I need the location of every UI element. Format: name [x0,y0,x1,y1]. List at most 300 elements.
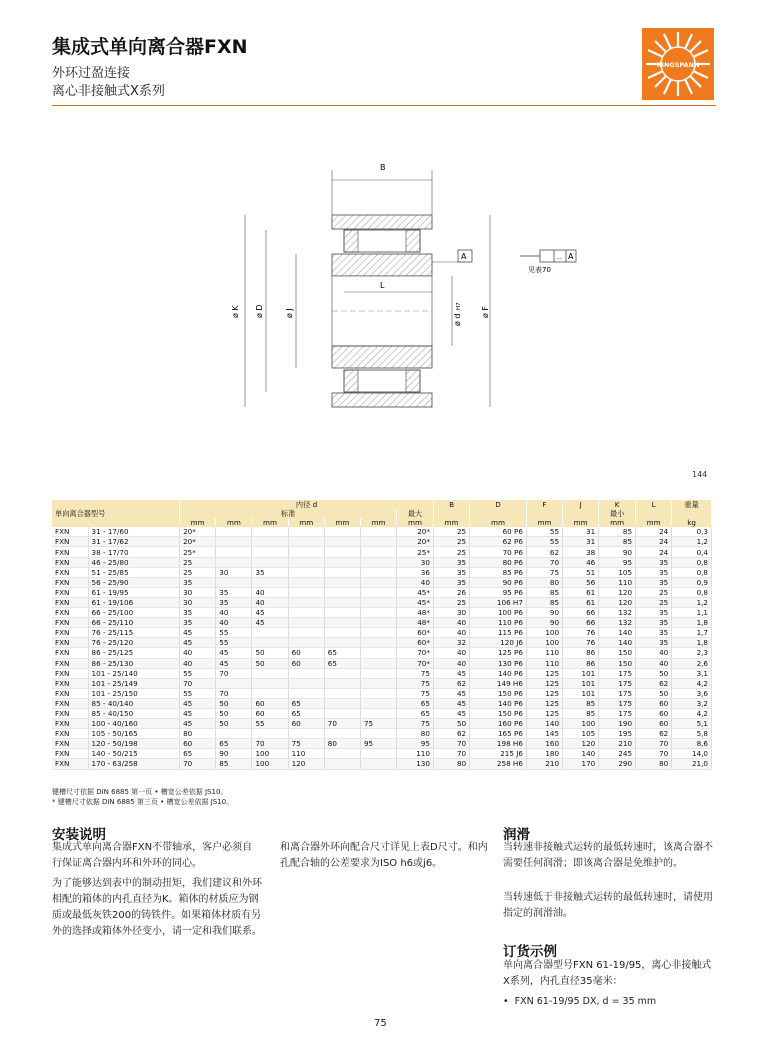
table-cell: 45* [397,587,434,597]
install-para-1: 集成式单向离合器FXN不带轴承，客户必须自行保证离合器内环和外环的同心。 [52,842,253,869]
table-cell: 60 [636,698,672,708]
table-cell: 140 [526,719,562,729]
table-cell: 65 [288,698,324,708]
table-cell: 65 [397,708,434,718]
hdr-type: 单向离合器型号 [52,500,180,527]
table-cell [360,658,396,668]
table-cell: 35 [252,567,288,577]
table-cell [360,608,396,618]
table-cell [288,587,324,597]
dim-bore-tolerance: H7 [456,302,462,310]
table-cell: 55 [180,688,216,698]
table-cell: 125 P6 [470,648,527,658]
table-cell: 290 [599,759,636,769]
table-cell: 120 J6 [470,638,527,648]
table-cell: 130 P6 [470,658,527,668]
table-cell [324,628,360,638]
table-cell: 85 [563,708,599,718]
table-cell: 50 [216,719,252,729]
hdr-standard: 标准 [180,509,397,518]
order-bullet: • FXN 61-19/95 DX, d = 35 mm [503,996,657,1007]
table-cell: 0,3 [672,527,712,537]
table-cell: 105 [563,729,599,739]
datum-a-label: A [461,252,467,261]
table-cell: 75 [397,668,434,678]
table-cell: FXN [52,628,88,638]
table-cell [360,678,396,688]
table-row [52,597,712,607]
table-cell: FXN [52,577,88,587]
table-row [52,628,712,638]
table-cell: 95 [360,739,396,749]
table-row [52,527,712,537]
table-cell [252,678,288,688]
table-cell: 50 [636,668,672,678]
table-cell: 30 [397,557,434,567]
table-cell: 50 [433,719,469,729]
table-cell: 95 P6 [470,587,527,597]
table-cell: FXN [52,708,88,718]
table-cell: 258 H6 [470,759,527,769]
hdr-d: D [470,500,527,509]
table-cell [324,698,360,708]
table-cell [288,628,324,638]
table-cell: 140 [563,749,599,759]
table-cell: 30 [180,587,216,597]
table-cell [324,597,360,607]
table-cell: 85 [216,759,252,769]
table-cell [252,729,288,739]
table-cell [324,537,360,547]
table-cell [252,577,288,587]
table-cell: 0,9 [672,577,712,587]
table-cell: 40 [636,658,672,668]
table-cell: 75 [397,688,434,698]
table-cell: FXN [52,587,88,597]
table-cell: 160 [526,739,562,749]
table-notes [52,787,233,807]
table-cell: 51 [563,567,599,577]
table-cell [360,577,396,587]
table-cell: 125 [526,688,562,698]
table-cell: 140 P6 [470,668,527,678]
table-cell: 90 P6 [470,577,527,587]
table-cell: 140 P6 [470,698,527,708]
dim-d-label: ø D [255,304,264,318]
dim-k-label: ø K [231,305,240,318]
table-cell: 76 - 25/115 [88,628,180,638]
table-cell [324,678,360,688]
table-cell: 61 [563,587,599,597]
table-cell [324,668,360,678]
table-cell [360,537,396,547]
table-cell: 101 - 25/149 [88,678,180,688]
table-cell: 35 [433,567,469,577]
table-cell: 110 P6 [470,618,527,628]
table-cell [324,577,360,587]
table-cell: 2,3 [672,648,712,658]
table-cell: 120 [288,759,324,769]
table-cell: 60 [288,658,324,668]
table-cell: 86 - 25/125 [88,648,180,658]
table-cell: 85 [526,587,562,597]
table-cell: 35 [636,628,672,638]
table-cell: 60 [636,708,672,718]
table-cell: 130 [397,759,434,769]
table-cell: 170 [563,759,599,769]
table-cell: 62 [433,678,469,688]
table-cell: 75 [526,567,562,577]
table-cell: FXN [52,537,88,547]
table-cell: FXN [52,547,88,557]
table-cell: 80 [180,729,216,739]
table-cell: 65 [216,739,252,749]
table-cell: 40 [636,648,672,658]
table-cell: 85 P6 [470,567,527,577]
table-cell: 66 [563,608,599,618]
table-cell [360,567,396,577]
table-row [52,658,712,668]
table-cell: 195 [599,729,636,739]
spec-table: 单向离合器型号 内径 d B D F J K L 重量 标准 最大 最小 mm mm mm mm mm mm mm mm mm mm mm mm mm kg FXN 31 - 17/60 20* 20* 25 60 P6 55 31 85 24 0,3 FXN 31 - 17/62 20* 20* 25 62 P6 55 31 85 24 1,2 FXN 38 - 17/70 25* 25* 25 70 P6 62 38 90 24 0,4 FXN 46 - 25/80 25 30 35 80 P6 70 46 95 35 0,8 FXN 51 - 25/85 25 30 35 36 35 85 P6 75 51 105 35 0,8 FXN 56 - 25/90 35 40 35 90 P6 80 56 110 35 0,9 FXN 61 - 19/95 30 35 40 45* 26 95 P6 85 61 120 25 0,8 FXN 61 - 19/106 30 35 40 45* 25 106 H7 85 61 120 25 1,2 FXN 66 - 25/100 35 40 45 48* 30 100 P6 90 66 132 35 1,1 FXN 66 - 25/110 35 40 45 48* 40 110 P6 90 66 132 35 1,8 FXN 76 - 25/115 45 55 60* 40 115 P6 100 76 140 35 1,7 FXN 76 - 25/120 45 55 60* 32 120 J6 100 76 140 35 1,8 FXN 86 - 25/125 40 45 50 60 65 70* 40 125 P6 110 86 150 40 2,3 FXN 86 - 25/130 40 45 50 60 65 70* 40 130 P6 110 86 150 40 2,6 FXN 101 - 25/140 55 70 75 45 140 P6 125 101 175 50 3,1 FXN 101 - 25/149 70 75 62 149 H6 125 101 175 62 4,2 FXN 101 - 25/150 55 70 75 45 150 P6 125 101 175 50 3,6 FXN 85 - 40/140 45 50 60 65 65 45 140 P6 125 85 175 60 3,2 FXN 85 - 40/150 45 50 60 65 65 45 150 P6 125 85 175 60 4,2 FXN 100 - 40/160 45 50 55 60 70 75 75 50 160 P6 140 100 190 60 5,1 FXN 105 - 50/165 80 80 62 165 P6 145 105 195 62 5,8 FXN 120 - 50/198 60 65 70 75 80 95 95 70 198 H6 160 120 210 70 8,6 FXN 140 - 50/215 65 90 100 110 110 70 215 J6 180 140 245 70 14,0 FXN 170 - 63/258 70 85 100 120 130 80 258 H6 210 170 290 80 21,0 [52,500,712,770]
table-cell: 0,8 [672,557,712,567]
table-cell: 70 [180,678,216,688]
table-cell: 85 [563,698,599,708]
table-cell: 61 - 19/106 [88,597,180,607]
table-cell: 95 [397,739,434,749]
runout-dots: ... [556,254,562,261]
table-cell: 76 [563,628,599,638]
table-cell: FXN [52,678,88,688]
table-cell: 40 [252,597,288,607]
table-cell [252,547,288,557]
table-cell: 56 [563,577,599,587]
table-cell: 45 [180,638,216,648]
table-cell [288,577,324,587]
table-cell: 4,2 [672,708,712,718]
table-cell: 50 [252,648,288,658]
table-cell: 80 [526,577,562,587]
table-cell [216,547,252,557]
table-cell: 120 [563,739,599,749]
table-cell [288,638,324,648]
table-cell [360,597,396,607]
table-cell [324,547,360,557]
table-cell: 190 [599,719,636,729]
table-cell: 21,0 [672,759,712,769]
table-cell: 150 [599,658,636,668]
table-cell [252,557,288,567]
table-cell: 35 [636,638,672,648]
table-cell: 38 - 17/70 [88,547,180,557]
table-cell [324,567,360,577]
table-cell [216,678,252,688]
table-cell: 86 [563,658,599,668]
table-cell [324,749,360,759]
table-cell: 65 [288,708,324,718]
table-cell: 35 [180,577,216,587]
table-cell: 3,6 [672,688,712,698]
table-cell: 85 - 40/150 [88,708,180,718]
table-cell: 35 [636,618,672,628]
table-cell: 120 [599,587,636,597]
hdr-j: J [563,500,599,509]
table-cell: 150 P6 [470,688,527,698]
table-cell [360,759,396,769]
table-cell: 76 - 25/120 [88,638,180,648]
table-cell: 149 H6 [470,678,527,688]
table-cell: 51 - 25/85 [88,567,180,577]
table-row [52,587,712,597]
lube-heading: 润滑 [503,827,530,843]
table-cell [288,567,324,577]
lube-para-2: 当转速低于非接触式运转的最低转速时，请使用指定的润滑油。 [503,892,713,919]
table-cell [216,537,252,547]
table-cell [252,537,288,547]
table-cell: 175 [599,678,636,688]
table-cell: 1,8 [672,638,712,648]
hdr-k: K [599,500,636,509]
table-cell: 66 - 25/110 [88,618,180,628]
table-cell: 0,8 [672,587,712,597]
table-cell [324,557,360,567]
table-cell: 100 P6 [470,608,527,618]
table-cell [324,587,360,597]
table-cell: 62 [636,729,672,739]
table-cell: 45 [180,719,216,729]
table-cell: 45 [433,688,469,698]
table-cell: FXN [52,749,88,759]
table-cell: 125 [526,698,562,708]
table-cell: 35 [636,567,672,577]
table-cell: 1,8 [672,618,712,628]
table-cell: 0,4 [672,547,712,557]
note-2: * 键槽尺寸依据 DIN 6885 第三页 • 槽宽公差依据 JS10。 [52,798,234,806]
table-cell: 3,2 [672,698,712,708]
table-cell: 100 [526,638,562,648]
table-cell: 20* [180,537,216,547]
subtitle-1: 外环过盈连接 [52,66,131,81]
page-title: 集成式单向离合器FXN [52,36,248,58]
table-cell [360,668,396,678]
table-cell: 14,0 [672,749,712,759]
table-cell: 101 [563,668,599,678]
see-table-note: 见表70 [528,266,551,274]
table-row [52,547,712,557]
table-cell: 0,8 [672,567,712,577]
table-cell: 66 [563,618,599,628]
table-cell: 90 [599,547,636,557]
table-cell: 110 [526,658,562,668]
table-row [52,739,712,749]
table-cell: 50 [252,658,288,668]
table-cell: 55 [180,668,216,678]
table-cell [216,577,252,587]
table-cell: 245 [599,749,636,759]
table-cell: 150 [599,648,636,658]
table-cell: 70 [526,557,562,567]
table-cell: 76 [563,638,599,648]
table-cell: 170 - 63/258 [88,759,180,769]
table-cell: 1,7 [672,628,712,638]
table-cell: 3,1 [672,668,712,678]
table-cell [324,688,360,698]
table-cell: 60 [180,739,216,749]
dim-f-label: ø F [481,305,490,318]
table-row [52,648,712,658]
table-cell: 60 [288,648,324,658]
table-cell [288,537,324,547]
table-cell [360,708,396,718]
table-cell: 110 [526,648,562,658]
table-cell: 198 H6 [470,739,527,749]
ringspann-logo [642,28,714,100]
table-cell: 165 P6 [470,729,527,739]
table-cell: 70 [216,688,252,698]
table-cell: 180 [526,749,562,759]
hdr-max: 最大 [397,509,434,518]
table-cell [252,527,288,537]
table-cell: 35 [216,597,252,607]
table-cell [216,527,252,537]
table-cell: 40 [252,587,288,597]
table-cell: 70* [397,658,434,668]
table-cell: 140 - 50/215 [88,749,180,759]
hdr-f: F [526,500,562,509]
dim-l-label: L [380,281,385,290]
table-cell: 45 [216,658,252,668]
order-heading: 订货示例 [503,944,557,960]
lube-para-1: 当转速非接触式运转的最低转速时，该离合器不需要任何润滑；即该离合器是免维护的。 [503,842,713,869]
table-cell: 50 [636,688,672,698]
table-cell: 175 [599,698,636,708]
table-cell: 60* [397,628,434,638]
table-cell: 40 [433,648,469,658]
table-cell: 65 [324,648,360,658]
table-cell: 120 [599,597,636,607]
table-cell: 35 [636,608,672,618]
table-cell: FXN [52,648,88,658]
table-cell [288,608,324,618]
table-cell: 132 [599,608,636,618]
table-cell [216,729,252,739]
table-cell [324,759,360,769]
table-cell: 45 [433,708,469,718]
table-cell: 75 [397,678,434,688]
table-cell [360,587,396,597]
table-cell: 25 [433,537,469,547]
table-cell [288,618,324,628]
table-cell: 45 [433,698,469,708]
table-cell: 145 [526,729,562,739]
table-cell: 80 [397,729,434,739]
table-cell: 105 - 50/165 [88,729,180,739]
table-cell: 70* [397,648,434,658]
table-cell: 215 J6 [470,749,527,759]
table-cell [252,688,288,698]
table-cell: 36 [397,567,434,577]
table-cell: 70 [324,719,360,729]
table-row [52,608,712,618]
table-cell: 62 [526,547,562,557]
table-cell: 24 [636,527,672,537]
dim-b-label: B [380,163,386,172]
table-cell: 30 [216,567,252,577]
table-cell: 85 [599,537,636,547]
table-row [52,557,712,567]
table-cell: 24 [636,547,672,557]
table-cell [288,688,324,698]
table-cell: 31 [563,527,599,537]
table-cell: 101 - 25/140 [88,668,180,678]
table-cell: 150 P6 [470,708,527,718]
table-cell: 40 [433,628,469,638]
table-cell: 40 [180,658,216,668]
table-cell: 85 [526,597,562,607]
table-row [52,708,712,718]
table-cell [252,638,288,648]
table-row [52,537,712,547]
table-cell [360,729,396,739]
table-cell: 140 [599,638,636,648]
table-cell: 210 [526,759,562,769]
table-cell: 20* [180,527,216,537]
table-cell: 70 [433,739,469,749]
table-cell: 45 [252,608,288,618]
table-cell [360,648,396,658]
table-cell: FXN [52,618,88,628]
table-cell: 105 [599,567,636,577]
table-cell: 101 [563,678,599,688]
table-cell: 70 [636,739,672,749]
table-cell: 5,1 [672,719,712,729]
table-cell: 1,1 [672,608,712,618]
table-cell: 86 [563,648,599,658]
dim-bore-label: ø d [453,313,462,326]
note-1: 键槽尺寸依据 DIN 6885 第一页 • 槽宽公差依据 JS10。 [52,788,228,796]
figure-number: 144 [692,470,708,479]
table-cell: 45 [252,618,288,628]
hdr-l: L [636,500,672,509]
table-row [52,698,712,708]
table-cell: 8,6 [672,739,712,749]
table-cell: 40 [433,618,469,628]
table-cell [360,618,396,628]
subtitle-2: 离心非接触式X系列 [52,84,165,99]
table-cell: 115 P6 [470,628,527,638]
order-para: 单向离合器型号FXN 61-19/95，离心非接触式X系列，内孔直径35毫米： [503,960,712,987]
table-cell: 2,6 [672,658,712,668]
table-cell: 55 [216,638,252,648]
table-cell: 46 - 25/80 [88,557,180,567]
table-cell: 35 [180,618,216,628]
table-cell: 70 [180,759,216,769]
table-row [52,668,712,678]
table-cell: 80 [636,759,672,769]
table-cell: 100 [252,759,288,769]
table-cell: 90 [526,608,562,618]
table-cell: 60 [288,719,324,729]
table-cell: FXN [52,729,88,739]
table-cell: 30 [433,608,469,618]
table-cell: 70 [433,749,469,759]
table-cell: 65 [324,658,360,668]
table-cell: 50 [216,698,252,708]
hdr-weight: 重量 [672,500,712,509]
table-cell: 35 [636,577,672,587]
table-cell: 75 [397,719,434,729]
table-cell: 85 [599,527,636,537]
